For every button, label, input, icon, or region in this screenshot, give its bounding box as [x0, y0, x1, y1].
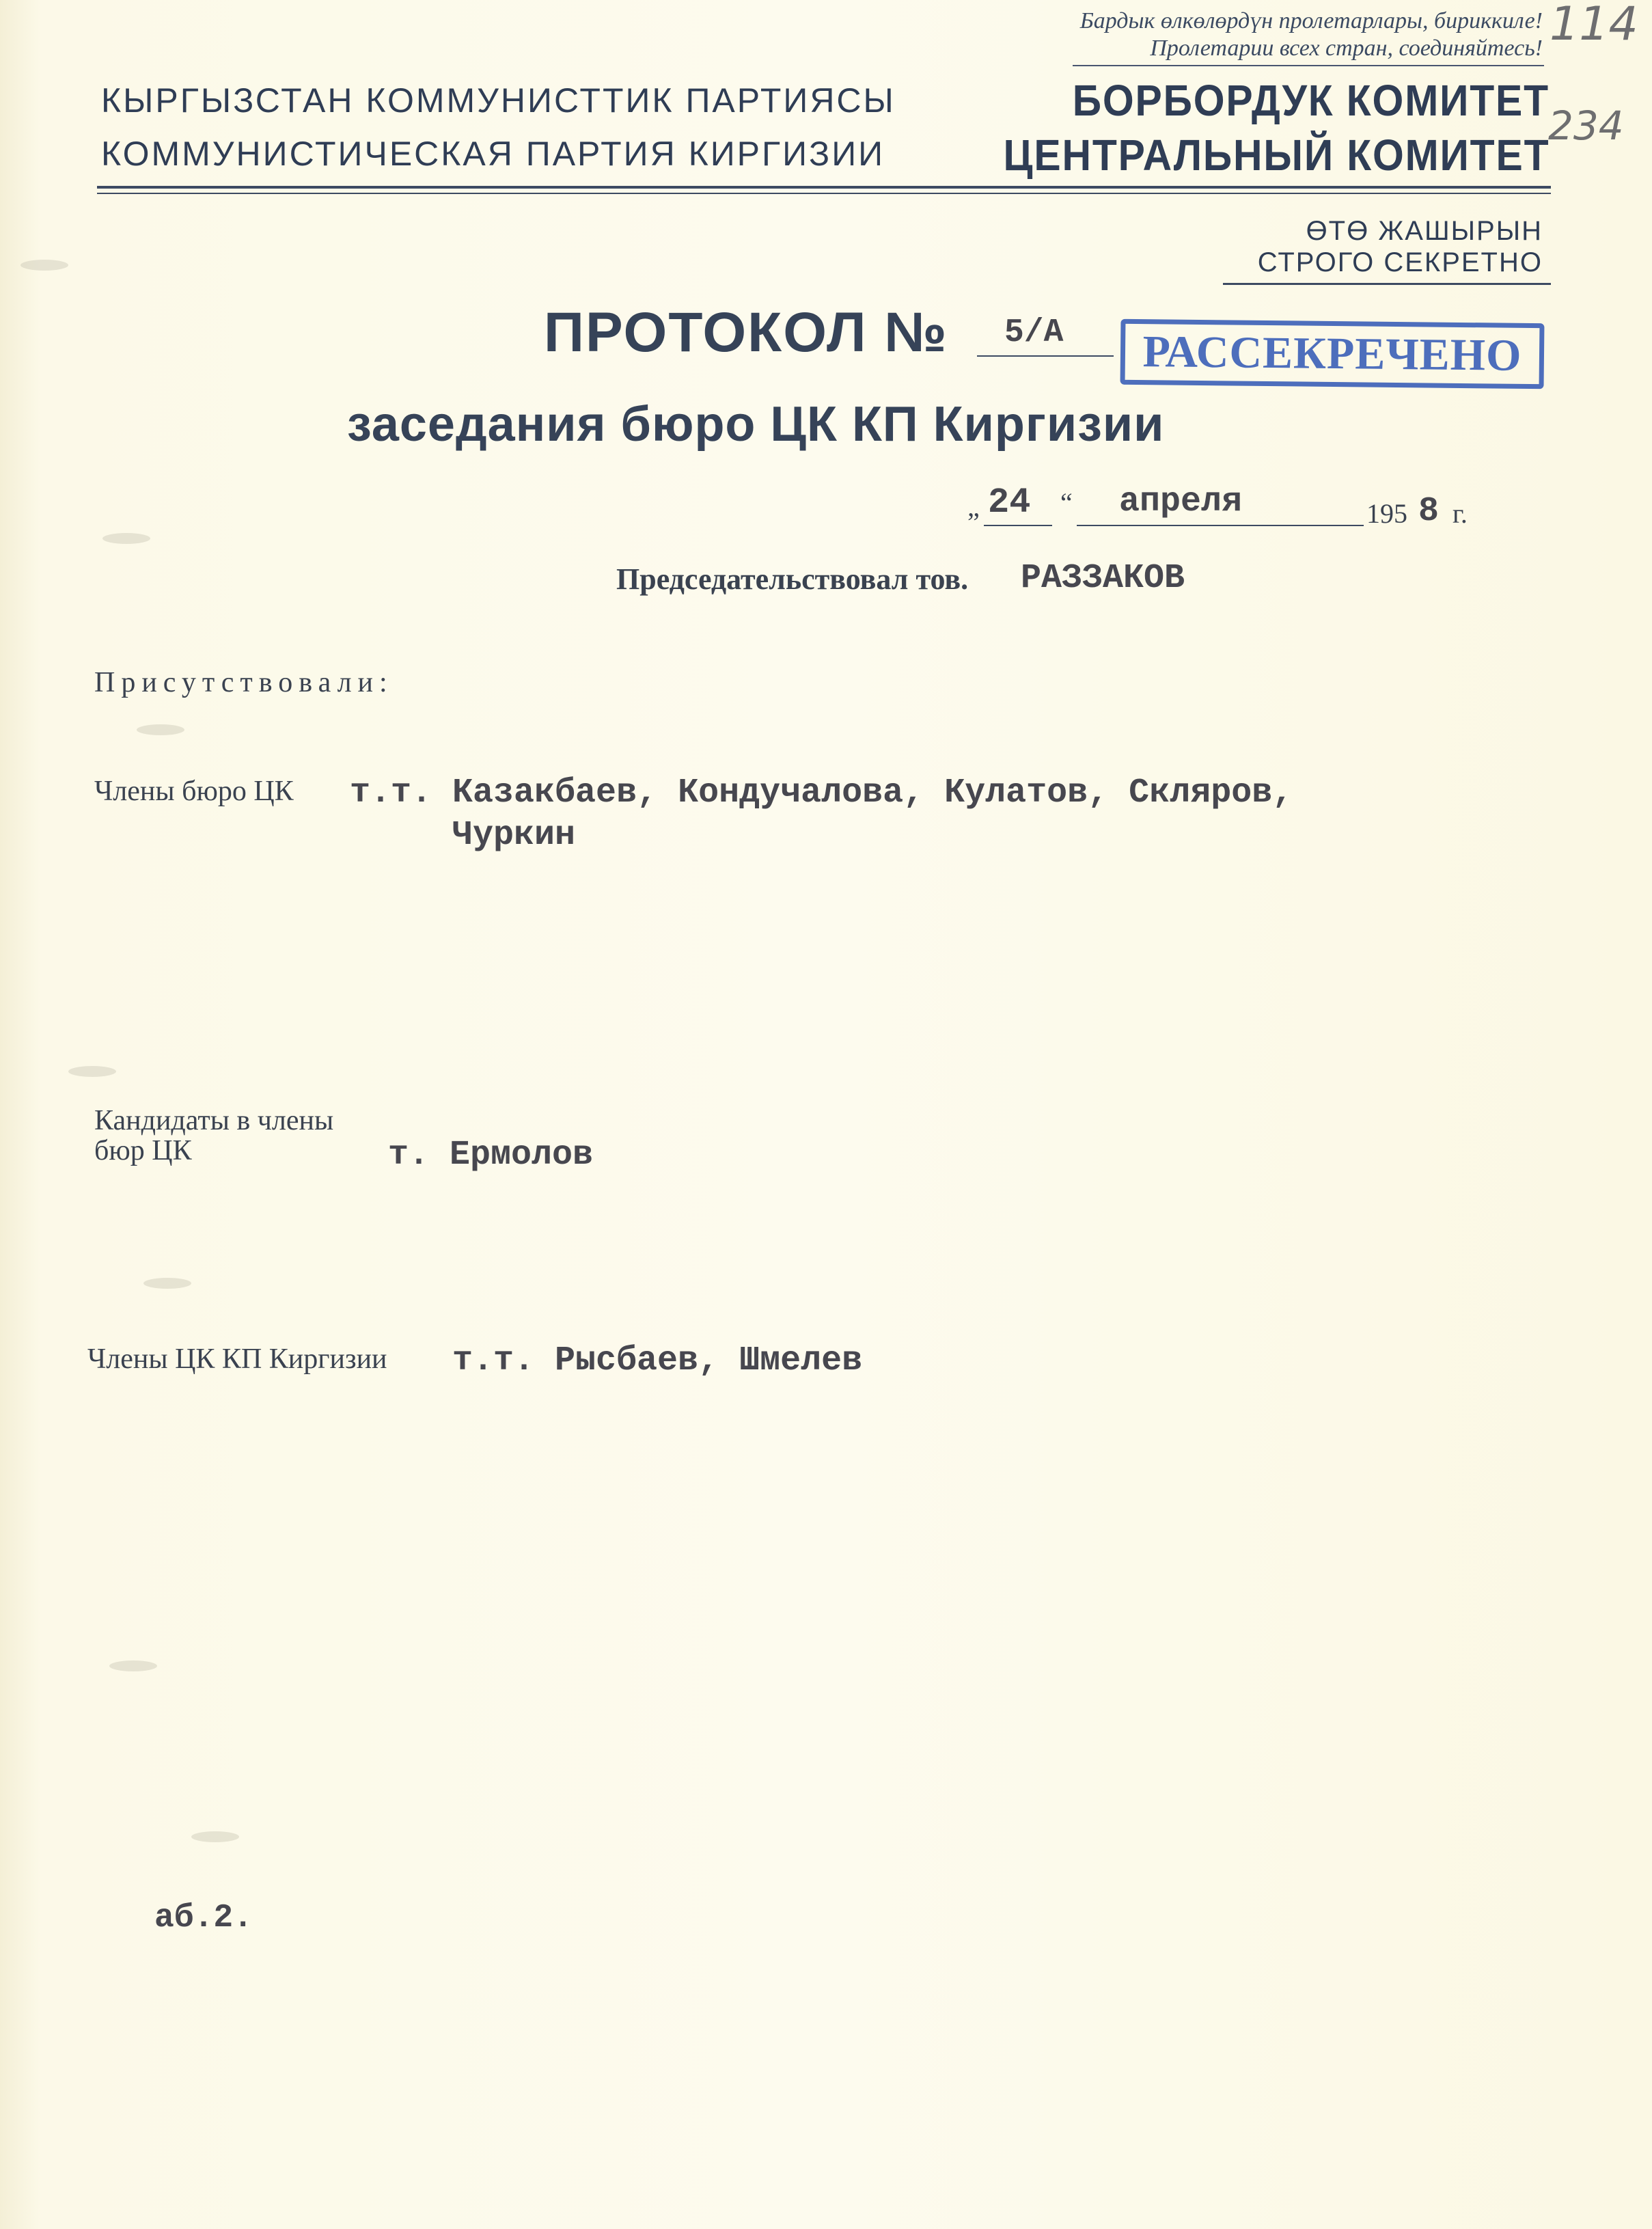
- slogan-russian: Пролетарии всех стран, соединяйтесь!: [1150, 36, 1543, 61]
- date-close-quote: “: [1060, 487, 1073, 518]
- party-name-russian: КОММУНИСТИЧЕСКАЯ ПАРТИЯ КИРГИЗИИ: [101, 135, 885, 173]
- header-rule: [97, 193, 1551, 194]
- fold-mark: [20, 260, 68, 271]
- cc-members-label: Члены ЦК КП Киргизии: [87, 1343, 387, 1375]
- header-rule: [97, 186, 1551, 189]
- date-year-prefix: 195: [1366, 498, 1407, 529]
- protocol-subtitle: заседания бюро ЦК КП Киргизии: [347, 397, 1165, 452]
- classification-kyrgyz: ӨТӨ ЖАШЫРЫН: [1306, 216, 1543, 246]
- protocol-number: 5/А: [1004, 314, 1064, 351]
- chair-name: РАЗЗАКОВ: [1021, 559, 1185, 598]
- declassified-stamp: РАССЕКРЕЧЕНО: [1120, 319, 1545, 389]
- fold-mark: [68, 1066, 116, 1077]
- date-month-line: [1077, 525, 1364, 526]
- date-month: апреля: [1119, 482, 1243, 521]
- protocol-number-line: [977, 355, 1114, 357]
- fold-mark: [143, 1278, 191, 1289]
- cc-members-list: т.т. Рысбаев, Шмелев: [452, 1341, 863, 1380]
- classification-underline: [1223, 283, 1551, 285]
- candidates-list: т. Ермолов: [388, 1136, 594, 1175]
- date-open-quote: „: [967, 491, 980, 522]
- candidates-label-continued: бюр ЦК: [94, 1135, 192, 1166]
- attendance-heading: Присутствовали:: [94, 667, 394, 698]
- bureau-members-label: Члены бюро ЦК: [94, 776, 294, 807]
- date-year-unit: г.: [1453, 498, 1468, 529]
- handwritten-page-number: 234: [1548, 102, 1624, 149]
- fold-mark: [102, 533, 150, 544]
- fold-mark: [191, 1831, 239, 1842]
- chair-label: Председательствовал тов.: [616, 562, 969, 596]
- classification-russian: СТРОГО СЕКРЕТНО: [1257, 247, 1543, 277]
- committee-name-kyrgyz: БОРБОРДУК КОМИТЕТ: [1072, 76, 1550, 125]
- slogan-underline: [1073, 65, 1544, 66]
- typist-code: аб.2.: [154, 1900, 253, 1937]
- fold-mark: [109, 1660, 157, 1671]
- slogan-kyrgyz: Бардык өлкөлөрдүн пролетарлары, бириккиле!: [1079, 8, 1543, 33]
- committee-name-russian: ЦЕНТРАЛЬНЫЙ КОМИТЕТ: [1003, 131, 1550, 180]
- fold-mark: [137, 724, 184, 735]
- candidates-label: Кандидаты в члены: [94, 1105, 334, 1136]
- date-day-line: [984, 525, 1052, 526]
- date-day: 24: [988, 482, 1031, 523]
- bureau-members-list: т.т. Казакбаев, Кондучалова, Кулатов, Скляров, Чуркин: [350, 774, 1293, 855]
- date-year-suffix: 8: [1418, 492, 1440, 531]
- party-name-kyrgyz: КЫРГЫЗСТАН КОММУНИСТТИК ПАРТИЯСЫ: [101, 81, 896, 120]
- handwritten-page-number: 114: [1550, 0, 1638, 51]
- protocol-title: ПРОТОКОЛ №: [544, 301, 948, 364]
